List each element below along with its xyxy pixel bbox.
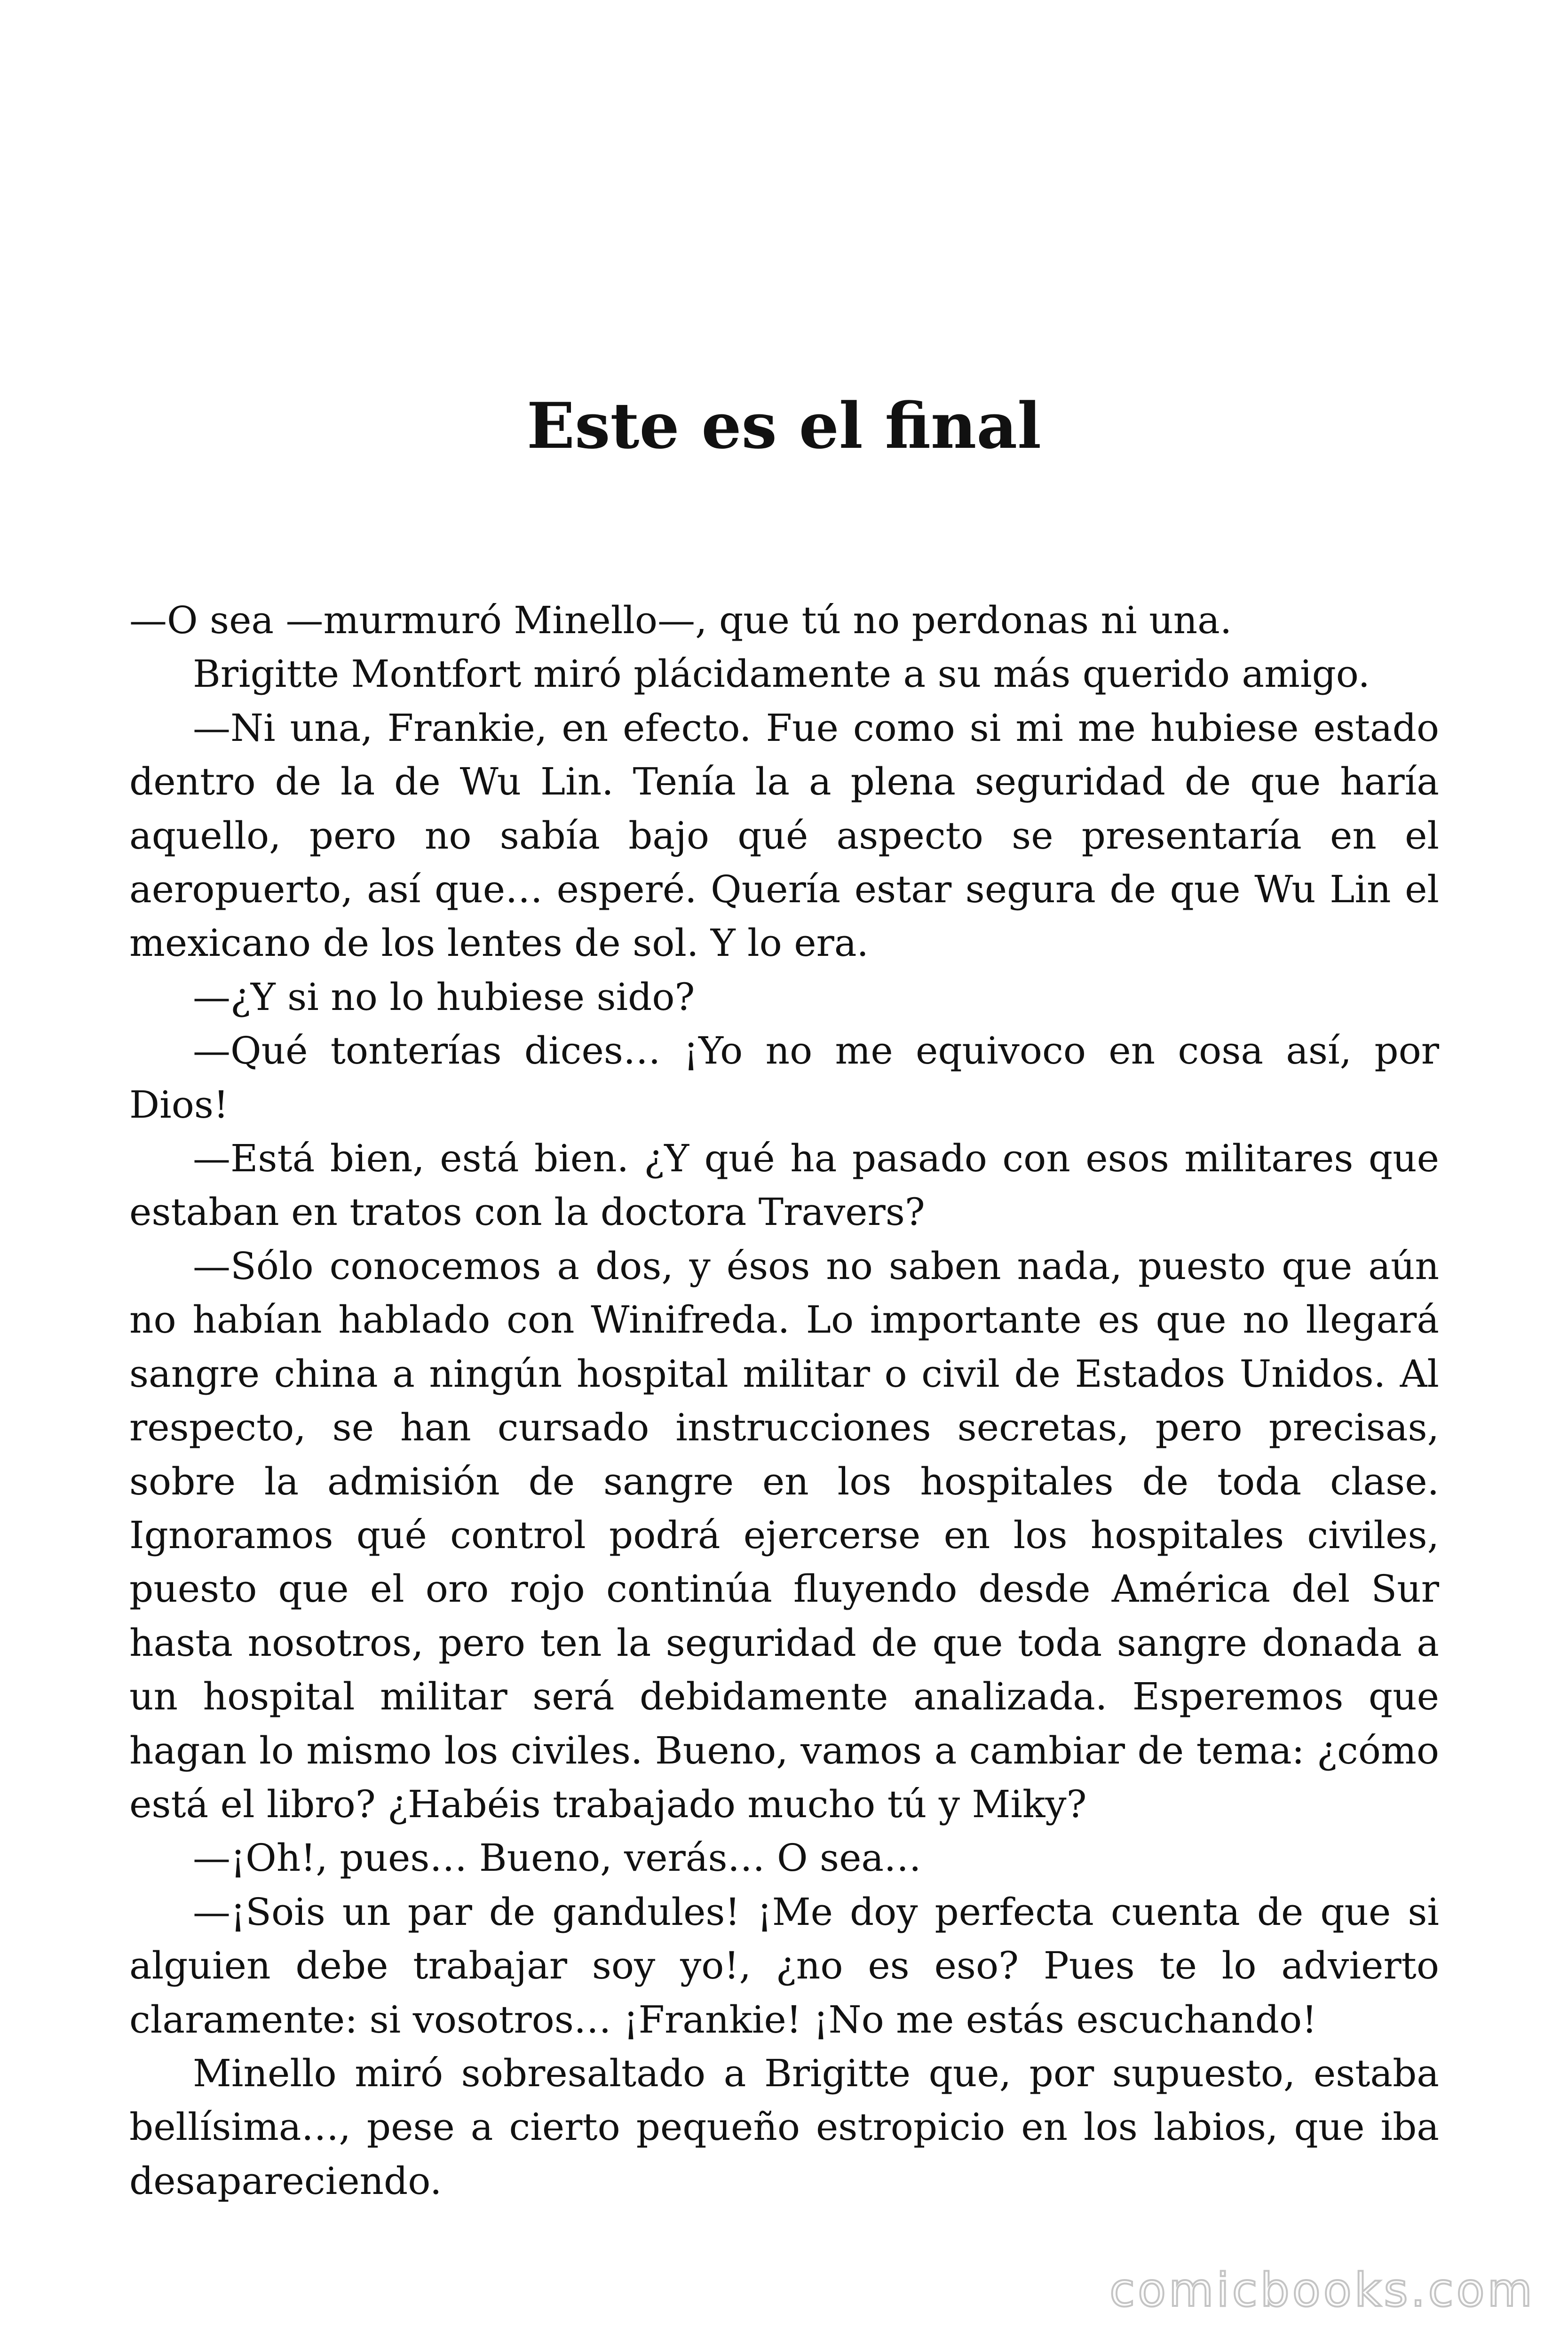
chapter-title: Este es el final	[526, 389, 1042, 463]
paragraph: —O sea —murmuró Minello—, que tú no perdonas ni una.	[129, 598, 1232, 642]
paragraph: Minello miró sobresaltado a Brigitte que, por supuesto, estaba bellísima…, pese a cierto pequeño estropicio en los labios, que iba desapareciendo.	[129, 2051, 1439, 2203]
paragraph: Brigitte Montfort miró plácidamente a su más querido amigo.	[193, 652, 1370, 696]
paragraph: —Ni una, Frankie, en efecto. Fue como si mi me hubiese estado dentro de la de Wu Lin. Tenía la a plena seguridad de que haría aquello, pero no sabía bajo qué aspecto se presentaría en el aeropuerto, así que… esperé. Quería estar segura de que Wu Lin el mexicano de los lentes de sol. Y lo era.	[129, 706, 1439, 965]
paragraph: —Sólo conocemos a dos, y ésos no saben nada, puesto que aún no habían hablado con Winifreda. Lo importante es que no llegará sangre china a ningún hospital militar o civil de Estados Unidos. Al respecto, se han cursado instrucciones secretas, pero precisas, sobre la admisión de sangre en los hospitales de toda clase. Ignoramos qué control podrá ejercerse en los hospitales civiles, puesto que el oro rojo continúa fluyendo desde América del Sur hasta nosotros, pero ten la seguridad de que toda sangre donada a un hospital militar será debidamente analizada. Esperemos que hagan lo mismo los civiles. Bueno, vamos a cambiar de tema: ¿cómo está el libro? ¿Habéis trabajado mucho tú y Miky?	[129, 1244, 1439, 1826]
paragraph: —¿Y si no lo hubiese sido?	[193, 975, 695, 1019]
chapter-body	[129, 594, 1439, 2208]
paragraph: —¡Oh!, pues… Bueno, verás… O sea…	[193, 1836, 922, 1880]
watermark: comicbooks.com	[1109, 2264, 1535, 2317]
paragraph: —Está bien, está bien. ¿Y qué ha pasado con esos militares que estaban en tratos con la doctora Travers?	[129, 1136, 1439, 1234]
paragraph: —Qué tonterías dices… ¡Yo no me equivoco en cosa así, por Dios!	[129, 1029, 1439, 1127]
paragraph: —¡Sois un par de gandules! ¡Me doy perfecta cuenta de que si alguien debe trabajar soy yo!, ¿no es eso? Pues te lo advierto claramente: si vosotros… ¡Frankie! ¡No me estás escuchando!	[129, 1890, 1439, 2042]
